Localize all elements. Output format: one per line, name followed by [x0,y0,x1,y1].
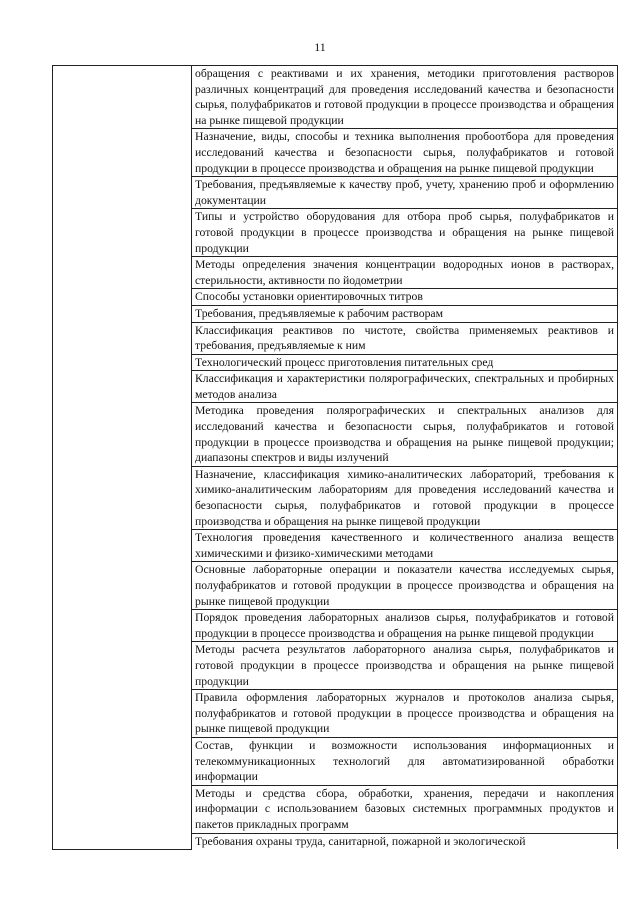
table-cell [192,177,618,209]
table-cell [192,833,618,849]
knowledge-requirements-table [52,65,618,850]
cell-text: Методы определения значения концентрации водородных ионов в растворах, стерильности, активности по йодометрии [195,258,614,287]
cell-text: Требования, предъявляемые к качеству проб, учету, хранению проб и оформлению документации [195,178,614,207]
table-cell [192,785,618,833]
table-cell [192,737,618,785]
table-cell [192,690,618,738]
cell-text: Требования, предъявляемые к рабочим растворам [195,306,444,320]
table-row [53,66,618,129]
table-cell [192,305,618,322]
table-cell [192,322,618,354]
table-cell [192,530,618,562]
table-cell [192,610,618,642]
cell-text: Методы и средства сбора, обработки, хранения, передачи и накопления информации с использованием базовых системных программных продуктов и пакетов прикладных программ [195,786,614,831]
table-cell [192,257,618,289]
table-cell [192,289,618,306]
cell-text: Основные лабораторные операции и показатели качества исследуемых сырья, полуфабрикатов и готовой продукции в процессе производства и обращения на рынке пищевой продукции [195,563,614,608]
left-column-cell [53,66,192,850]
cell-text: Типы и устройство оборудования для отбора проб сырья, полуфабрикатов и готовой продукции в процессе производства и обращения на рынке пищевой продукции [195,210,614,255]
cell-text: Требования охраны труда, санитарной, пожарной и экологической [195,834,526,848]
table-cell [192,354,618,371]
cell-text: Способы установки ориентировочных титров [195,290,423,304]
table-cell [192,66,618,129]
cell-text: Порядок проведения лабораторных анализов сырья, полуфабрикатов и готовой продукции в процессе производства и обращения на рынке пищевой продукции [195,611,614,640]
cell-text: Состав, функции и возможности использования информационных и телекоммуникационных технологий для автоматизированной обработки информации [195,738,614,784]
table-cell [192,562,618,610]
cell-text: Назначение, виды, способы и техника выполнения пробоотбора для проведения исследований качества и безопасности сырья, полуфабрикатов и готовой продукции в процессе производства и обращения на рынке пищевой продукции [195,130,614,175]
table-cell [192,403,618,466]
table-cell [192,466,618,529]
cell-text: Технологический процесс приготовления питательных сред [195,355,494,369]
table-cell [192,371,618,403]
table-body [53,66,618,850]
table-cell [192,129,618,177]
cell-text: Правила оформления лабораторных журналов и протоколов анализа сырья, полуфабрикатов и готовой продукции в процессе производства и обращения на рынке пищевой продукции [195,691,614,736]
page-number: 11 [314,40,326,54]
cell-text: Классификация реактивов по чистоте, свойства применяемых реактивов и требования, предъявляемые к ним [195,323,614,353]
cell-text: Методика проведения полярографических и спектральных анализов для исследований качества и безопасности сырья, полуфабрикатов и готовой продукции в процессе производства и обращения на рынке пищевой продукции; диапазоны спектров и виды излучений [195,404,614,465]
cell-text: Классификация и характеристики полярографических, спектральных и пробирных методов анализа [195,372,614,401]
cell-text: Назначение, классификация химико-аналитических лабораторий, требования к химико-аналитическим лабораториям для проведения исследований качества и безопасности сырья, полуфабрикатов и готовой продукции в процессе производства и обращения на рынке пищевой продукции [195,467,614,528]
table-cell [192,209,618,257]
table-cell [192,642,618,690]
cell-text: Технология проведения качественного и количественного анализа веществ химическими и физико-химическими методами [195,531,614,560]
cell-text: Методы расчета результатов лабораторного анализа сырья, полуфабрикатов и готовой продукции в процессе производства и обращения на рынке пищевой продукции [195,643,614,688]
cell-text: обращения с реактивами и их хранения, методики приготовления растворов различных концентраций для проведения исследований качества и безопасности сырья, полуфабрикатов и готовой продукции в процессе производства и обращения на рынке пищевой продукции [195,67,614,127]
